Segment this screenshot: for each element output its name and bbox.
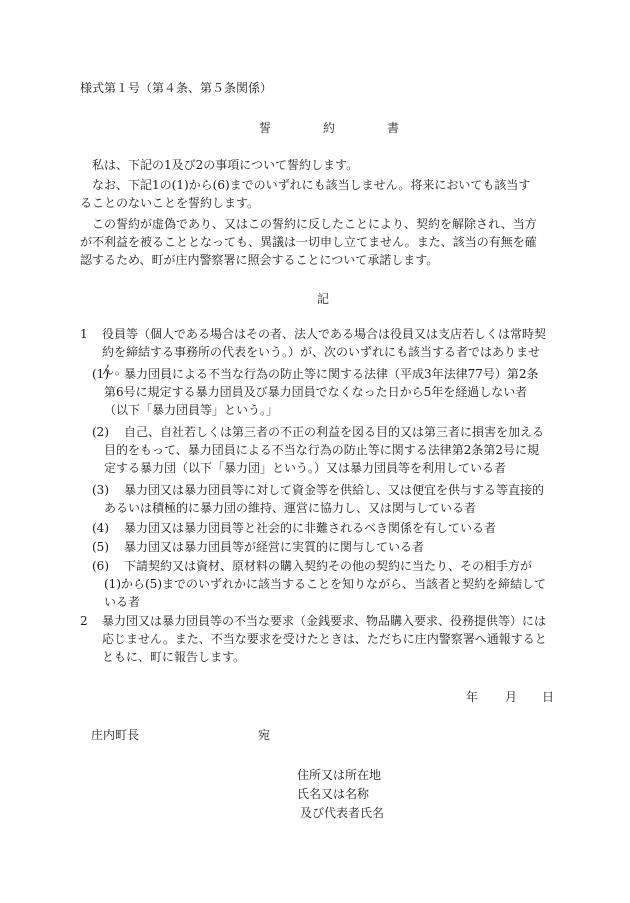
- signature-representative-label: 及び代表者氏名: [300, 806, 385, 820]
- sub-item-6-number: (6): [92, 559, 109, 573]
- item-2-number: 2: [80, 614, 88, 628]
- sub-item-4-text: 暴力団又は暴力団員等と社会的に非難されるべき関係を有している者: [124, 521, 497, 535]
- sub-item-6-text: 下請契約又は資材、原材料の購入契約その他の契約に当たり、その相手方が(1)から(5)までのいずれかに該当することを知りながら、当該者と契約を締結している者: [104, 559, 546, 609]
- sub-item-1-text: 暴力団員による不当な行為の防止等に関する法律（平成3年法律77号）第2条第6号に規定する暴力団員及び暴力団員でなくなった日から5年を経過しない者（以下「暴力団員等」という。」: [104, 367, 539, 417]
- paragraph-1: 私は、下記の1及び2の事項について誓約します。: [92, 158, 359, 172]
- sub-item-5: [92, 538, 548, 556]
- title-char-1: 誓: [259, 121, 272, 135]
- sub-item-4: [92, 519, 548, 537]
- sub-item-1-number: (1): [92, 367, 109, 381]
- date-day: 日: [542, 690, 555, 704]
- ki-heading: 記: [317, 292, 330, 306]
- sub-item-3-number: (3): [92, 483, 109, 497]
- sub-item-3: [92, 481, 548, 517]
- document-title: [259, 119, 399, 137]
- title-char-3: 書: [387, 121, 400, 135]
- sub-item-2-number: (2): [92, 425, 109, 439]
- signature-address-label: 住所又は所在地: [297, 768, 382, 782]
- sub-item-5-number: (5): [92, 540, 109, 554]
- title-char-2: 約: [323, 121, 336, 135]
- date-year: 年: [466, 690, 479, 704]
- item-1-text: 役員等（個人である場合はその者、法人である場合は役員又は支店若しくは常時契約を締結する事務所の代表をいう。）が、次のいずれにも該当する者ではありません。: [102, 327, 547, 377]
- item-2-text: 暴力団又は暴力団員等の不当な要求（金銭要求、物品購入要求、役務提供等）には応じません。また、不当な要求を受けたときは、ただちに庄内警察署へ通報するとともに、町に報告します。: [102, 614, 547, 664]
- sub-item-3-text: 暴力団又は暴力団員等に対して資金等を供給し、又は便宜を供与する等直接的あるいは積極的に暴力団の維持、運営に協力し、又は関与している者: [104, 483, 545, 515]
- sub-item-2: [92, 423, 548, 477]
- paragraph-3: この誓約が虚偽であり、又はこの誓約に反したことにより、契約を解除され、当方が不利益を被ることとなっても、異議は一切申し立てません。また、該当の有無を確認するため、町が庄内警察署に照会することについて承諾します。: [80, 217, 537, 267]
- addressee-mayor: 庄内町長: [91, 728, 140, 742]
- signature-name-label: 氏名又は名称: [297, 787, 370, 801]
- item-2: [80, 612, 550, 666]
- sub-item-6: [92, 557, 548, 611]
- date-month: 月: [505, 690, 518, 704]
- sub-item-2-text: 自己、自社若しくは第三者の不正の利益を図る目的又は第三者に損害を加える目的をもって、暴力団員による不当な行為の防止等に関する法律第2条第2号に規定する暴力団（以下「暴力団」という。）又は暴力団員等を利用している者: [104, 425, 545, 475]
- addressee-ate: 宛: [258, 728, 271, 742]
- sub-item-1: [92, 365, 548, 419]
- item-1-number: 1: [80, 327, 88, 341]
- paragraph-2: なお、下記1の(1)から(6)までのいずれにも該当しません。将来においても該当することのないことを誓約します。: [80, 178, 531, 210]
- form-label: 様式第１号（第４条、第５条関係）: [80, 81, 273, 95]
- sub-item-5-text: 暴力団又は暴力団員等が経営に実質的に関与している者: [124, 540, 425, 554]
- sub-item-4-number: (4): [92, 521, 109, 535]
